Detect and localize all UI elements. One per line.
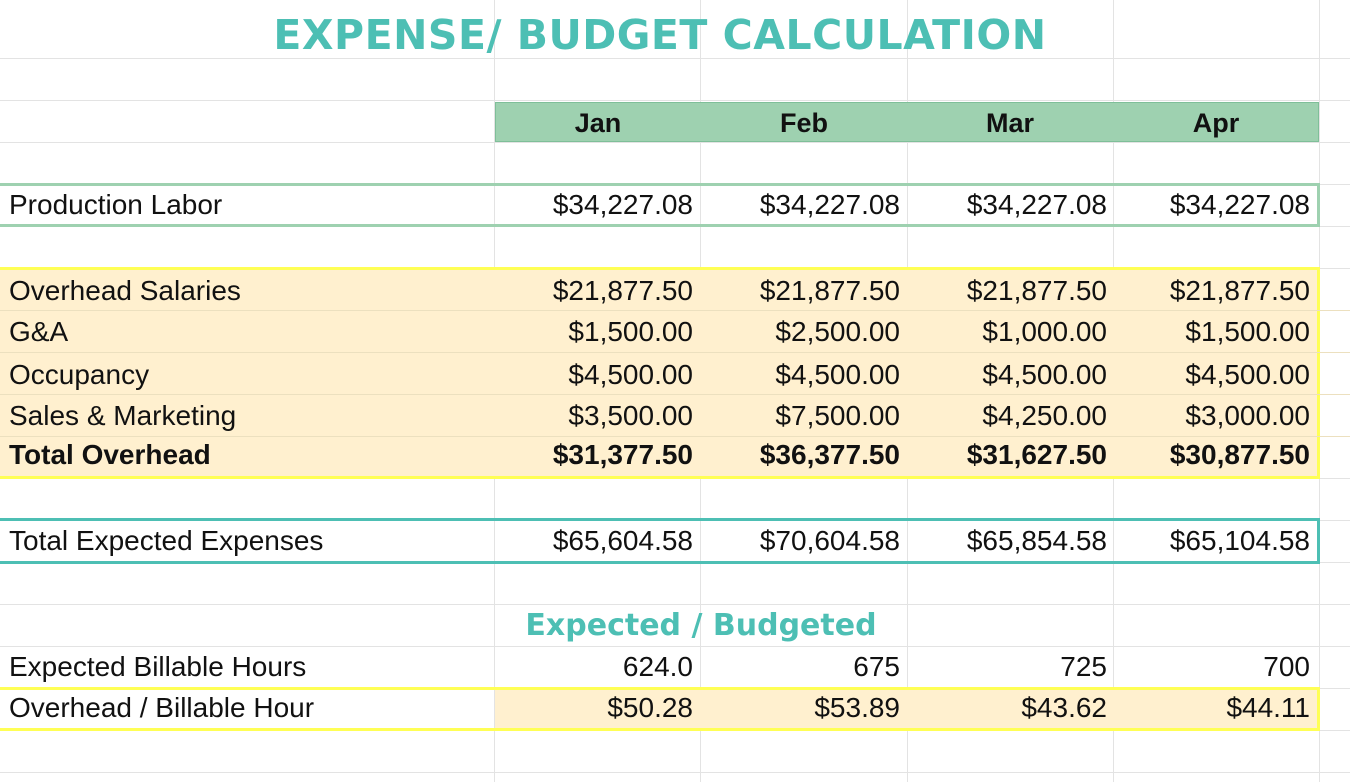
overhead-per-hour-mar[interactable]: $43.62 bbox=[1021, 692, 1107, 723]
production-labor-row bbox=[0, 184, 1320, 226]
sales-marketing-apr[interactable]: $3,000.00 bbox=[1185, 400, 1310, 431]
sales-marketing-row bbox=[0, 395, 1320, 437]
total-expected-mar[interactable]: $65,854.58 bbox=[966, 525, 1107, 556]
billable-hours-jan[interactable]: 624.0 bbox=[622, 651, 693, 682]
total-expected-jan[interactable]: $65,604.58 bbox=[552, 525, 693, 556]
total-expected-label[interactable]: Total Expected Expenses bbox=[9, 525, 324, 556]
occupancy-feb[interactable]: $4,500.00 bbox=[775, 359, 900, 390]
overhead-salaries-label[interactable]: Overhead Salaries bbox=[9, 275, 241, 306]
overhead-per-hour-jan[interactable]: $50.28 bbox=[607, 692, 693, 723]
overhead-per-hour-apr[interactable]: $44.11 bbox=[1226, 692, 1310, 723]
ga-apr[interactable]: $1,500.00 bbox=[1185, 316, 1310, 347]
overhead-salaries-jan[interactable]: $21,877.50 bbox=[552, 275, 693, 306]
production-labor-jan[interactable]: $34,227.08 bbox=[552, 189, 693, 220]
ga-jan[interactable]: $1,500.00 bbox=[568, 316, 693, 347]
total-overhead-apr[interactable]: $30,877.50 bbox=[1169, 439, 1310, 470]
sales-marketing-feb[interactable]: $7,500.00 bbox=[775, 400, 900, 431]
ga-feb[interactable]: $2,500.00 bbox=[775, 316, 900, 347]
total-overhead-feb[interactable]: $36,377.50 bbox=[759, 439, 900, 470]
sales-marketing-mar[interactable]: $4,250.00 bbox=[982, 400, 1107, 431]
total-overhead-mar[interactable]: $31,627.50 bbox=[966, 439, 1107, 470]
overhead-per-hour-feb[interactable]: $53.89 bbox=[814, 692, 900, 723]
ga-label[interactable]: G&A bbox=[9, 316, 69, 347]
ga-row bbox=[0, 311, 1320, 353]
overhead-per-hour-row bbox=[0, 687, 1320, 729]
total-expected-row bbox=[0, 520, 1320, 562]
total-overhead-jan[interactable]: $31,377.50 bbox=[552, 439, 693, 470]
sheet-title: EXPENSE/ BUDGET CALCULATION bbox=[273, 11, 1047, 59]
overhead-salaries-mar[interactable]: $21,877.50 bbox=[966, 275, 1107, 306]
total-overhead-label[interactable]: Total Overhead bbox=[9, 439, 211, 470]
billable-hours-apr[interactable]: 700 bbox=[1263, 651, 1310, 682]
production-labor-mar[interactable]: $34,227.08 bbox=[966, 189, 1107, 220]
month-header-mar[interactable]: Mar bbox=[985, 108, 1034, 138]
month-header-feb[interactable]: Feb bbox=[779, 108, 828, 138]
total-expected-feb[interactable]: $70,604.58 bbox=[759, 525, 900, 556]
production-labor-label[interactable]: Production Labor bbox=[9, 189, 223, 220]
billable-hours-row bbox=[0, 646, 1320, 688]
overhead-per-hour-label[interactable]: Overhead / Billable Hour bbox=[9, 692, 315, 723]
overhead-salaries-apr[interactable]: $21,877.50 bbox=[1169, 275, 1310, 306]
total-overhead-row bbox=[0, 434, 1320, 476]
overhead-salaries-feb[interactable]: $21,877.50 bbox=[759, 275, 900, 306]
sales-marketing-jan[interactable]: $3,500.00 bbox=[568, 400, 693, 431]
occupancy-row bbox=[0, 354, 1320, 396]
month-header-apr[interactable]: Apr bbox=[1192, 108, 1240, 138]
ga-mar[interactable]: $1,000.00 bbox=[982, 316, 1107, 347]
occupancy-apr[interactable]: $4,500.00 bbox=[1185, 359, 1310, 390]
billable-hours-label[interactable]: Expected Billable Hours bbox=[9, 651, 307, 682]
expected-budgeted-heading: Expected / Budgeted bbox=[525, 607, 877, 643]
overhead-salaries-row bbox=[0, 270, 1320, 312]
occupancy-mar[interactable]: $4,500.00 bbox=[982, 359, 1107, 390]
occupancy-label[interactable]: Occupancy bbox=[9, 359, 150, 390]
month-header-jan[interactable]: Jan bbox=[574, 108, 622, 138]
occupancy-jan[interactable]: $4,500.00 bbox=[568, 359, 693, 390]
billable-hours-feb[interactable]: 675 bbox=[853, 651, 900, 682]
billable-hours-mar[interactable]: 725 bbox=[1060, 651, 1107, 682]
production-labor-feb[interactable]: $34,227.08 bbox=[759, 189, 900, 220]
total-expected-apr[interactable]: $65,104.58 bbox=[1169, 525, 1310, 556]
sales-marketing-label[interactable]: Sales & Marketing bbox=[9, 400, 237, 431]
production-labor-apr[interactable]: $34,227.08 bbox=[1169, 189, 1310, 220]
